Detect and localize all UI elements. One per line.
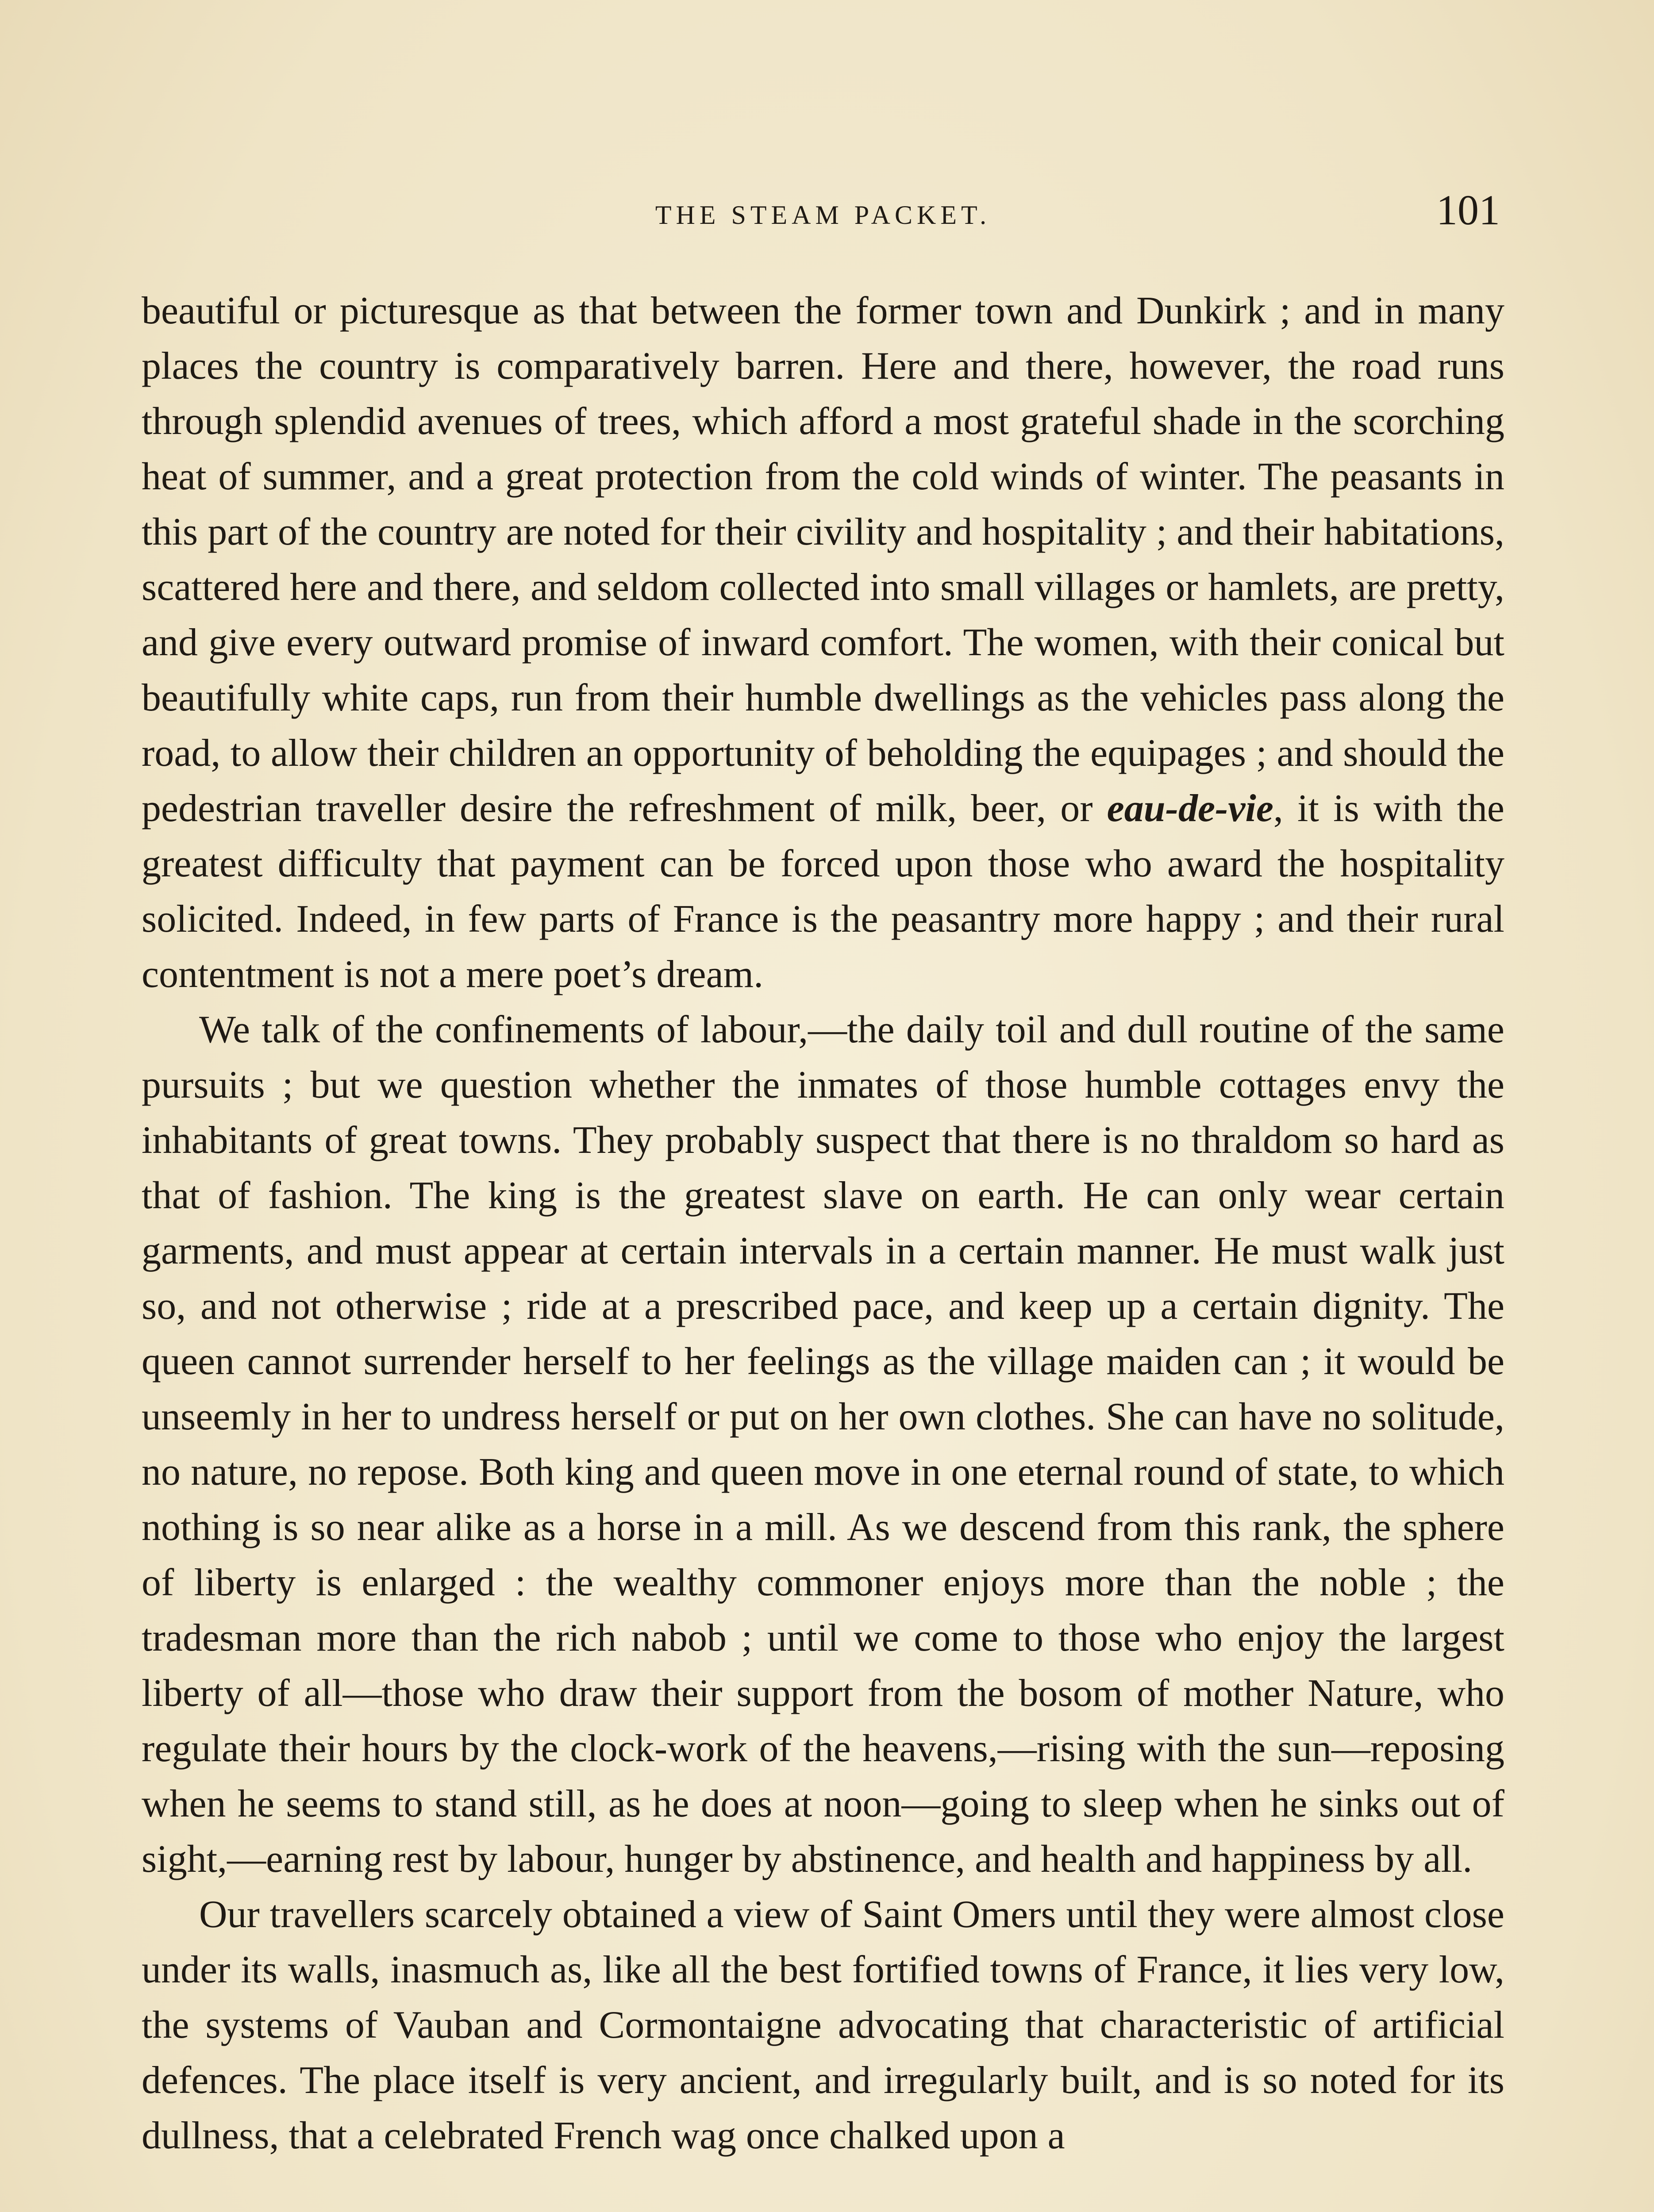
paragraph-text: , it is with the greatest difficulty that payment can be forced upon those who award the hospitality solicited. Indeed, in few parts of France is the peasantry more happy ; and their rural contentment is not a mere poet’s dream.: [142, 787, 1504, 996]
page-number: 101: [1436, 186, 1500, 234]
paragraph-text: beautiful or picturesque as that between the former town and Dunkirk ; and in many places the country is comparatively barren. Here and there, however, the road runs through splendid avenues of trees, which afford a most grateful shade in the scorching heat of summer, and a great protection from the cold winds of winter. The peasants in this part of the country are noted for their civility and hospitality ; and their habitations, scattered here and there, and seldom collected into small villages or hamlets, are pretty, and give every outward promise of inward comfort. The women, with their conical but beautifully white caps, run from their humble dwellings as the vehicles pass along the road, to allow their children an opportunity of beholding the equipages ; and should the pedestrian traveller desire the refreshment of milk, beer, or: [142, 289, 1504, 830]
paragraph: [142, 283, 1504, 1002]
paragraph: Our travellers scarcely obtained a view of Saint Omers until they were almost close under its walls, inasmuch as, like all the best fortified towns of France, it lies very low, the systems of Vauban and Cormontaigne advocating that characteristic of artificial defences. The place itself is very ancient, and irregularly built, and is so noted for its dullness, that a celebrated French wag once chalked upon a: [142, 1893, 1504, 2157]
italic-term: eau-de-vie: [1107, 787, 1273, 830]
page-header: [146, 177, 1500, 248]
paragraph: We talk of the confinements of labour,—the daily toil and dull routine of the same pursuits ; but we question whether the inmates of those humble cottages envy the inhabitants of great towns. They probably suspect that there is no thraldom so hard as that of fashion. The king is the greatest slave on earth. He can only wear certain garments, and must appear at certain intervals in a certain manner. He must walk just so, and not otherwise ; ride at a prescribed pace, and keep up a certain dignity. The queen cannot surrender herself to her feelings as the village maiden can ; it would be unseemly in her to undress herself or put on her own clothes. She can have no solitude, no nature, no repose. Both king and queen move in one eternal round of state, to which nothing is so near alike as a horse in a mill. As we descend from this rank, the sphere of liberty is enlarged : the wealthy commoner enjoys more than the noble ; the tradesman more than the rich nabob ; until we come to those who enjoy the largest liberty of all—those who draw their support from the bosom of mother Nature, who regulate their hours by the clock-work of the heavens,—rising with the sun—reposing when he seems to stand still, as he does at noon—going to sleep when he sinks out of sight,—earning rest by labour, hunger by abstinence, and health and happiness by all.: [142, 1008, 1504, 1881]
running-head: THE STEAM PACKET.: [655, 200, 991, 230]
body-text: [142, 283, 1504, 2163]
